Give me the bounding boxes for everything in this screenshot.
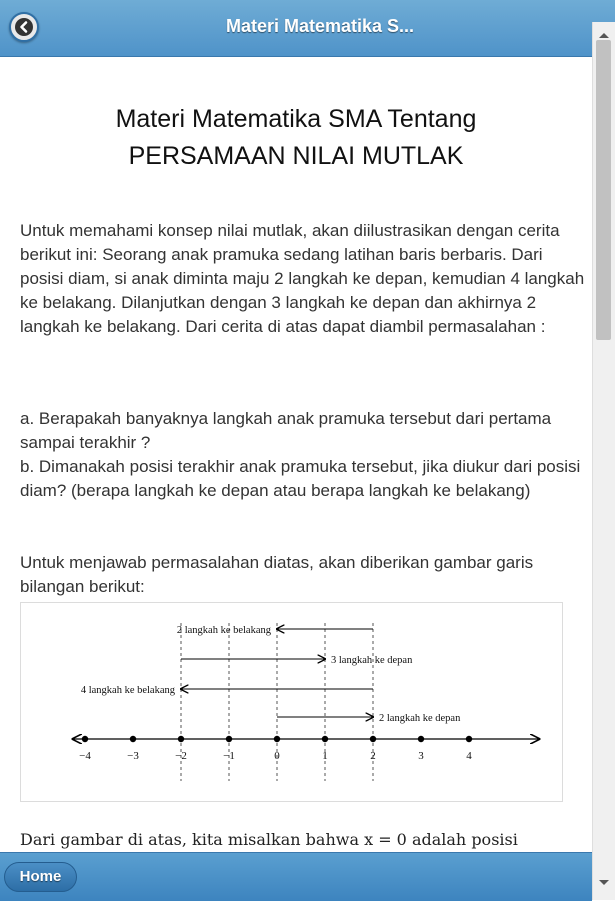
app-footer (0, 852, 592, 901)
tick-point (466, 736, 472, 742)
tick-label: 4 (466, 750, 472, 762)
article-title (10, 101, 582, 175)
step-arrow-label: 3 langkah ke depan (331, 655, 413, 666)
tick-point (370, 736, 376, 742)
figure-intro-paragraph: Untuk menjawab permasalahan diatas, akan diberikan gambar garis bilangan berikut: (20, 553, 534, 596)
intro-paragraph: Untuk memahami konsep nilai mutlak, akan diilustrasikan dengan cerita berikut ini: Seorang anak pramuka sedang latihan baris berbaris. Dari posisi diam, si anak diminta maju 2 langkah ke depan, kemudian 4 langkah ke belakang. Dilanjutkan dengan 3 langkah ke depan dan akhirnya 2 langkah ke belakang. Dari cerita di atas dapat diambil permasalahan : (20, 221, 585, 336)
tick-label: −2 (175, 750, 187, 762)
home-button[interactable]: Home (4, 862, 77, 892)
tick-label: 0 (274, 750, 280, 762)
tick-label: 1 (322, 750, 328, 762)
scroll-thumb[interactable] (596, 40, 611, 340)
step-arrow-label: 2 langkah ke belakang (176, 625, 271, 636)
tick-point (178, 736, 184, 742)
app-header (0, 0, 615, 57)
back-button[interactable] (9, 12, 39, 42)
tick-point (274, 736, 280, 742)
tick-point (82, 736, 88, 742)
article-title-line1: Materi Matematika SMA Tentang (115, 105, 477, 133)
question-b: b. Dimanakah posisi terakhir anak pramuka tersebut, jika diukur dari posisi diam? (berapa langkah ke depan atau berapa langkah ke belakang) (20, 457, 581, 500)
continuation-paragraph: Dari gambar di atas, kita misalkan bahwa x = 0 adalah posisi (20, 830, 518, 849)
tick-point (226, 736, 232, 742)
number-line-figure (20, 602, 563, 802)
number-line-diagram (21, 603, 562, 801)
question-a: a. Berapakah banyaknya langkah anak pramuka tersebut dari pertama sampai terakhir ? (20, 409, 552, 452)
step-arrow-label: 2 langkah ke depan (379, 713, 461, 724)
tick-label: −3 (127, 750, 139, 762)
step-arrow-label: 4 langkah ke belakang (80, 685, 175, 696)
tick-label: 2 (370, 750, 376, 762)
tick-label: −1 (223, 750, 235, 762)
tick-point (130, 736, 136, 742)
vertical-scrollbar[interactable] (592, 22, 615, 900)
tick-label: −4 (79, 750, 91, 762)
article-title-line2: PERSAMAAN NILAI MUTLAK (128, 142, 464, 170)
tick-label: 3 (418, 750, 424, 762)
tick-point (322, 736, 328, 742)
page-title: Materi Matematika S... (225, 16, 415, 36)
tick-point (418, 736, 424, 742)
questions-paragraph (20, 407, 585, 503)
scroll-down-icon[interactable] (598, 874, 610, 892)
article-content (0, 57, 592, 852)
